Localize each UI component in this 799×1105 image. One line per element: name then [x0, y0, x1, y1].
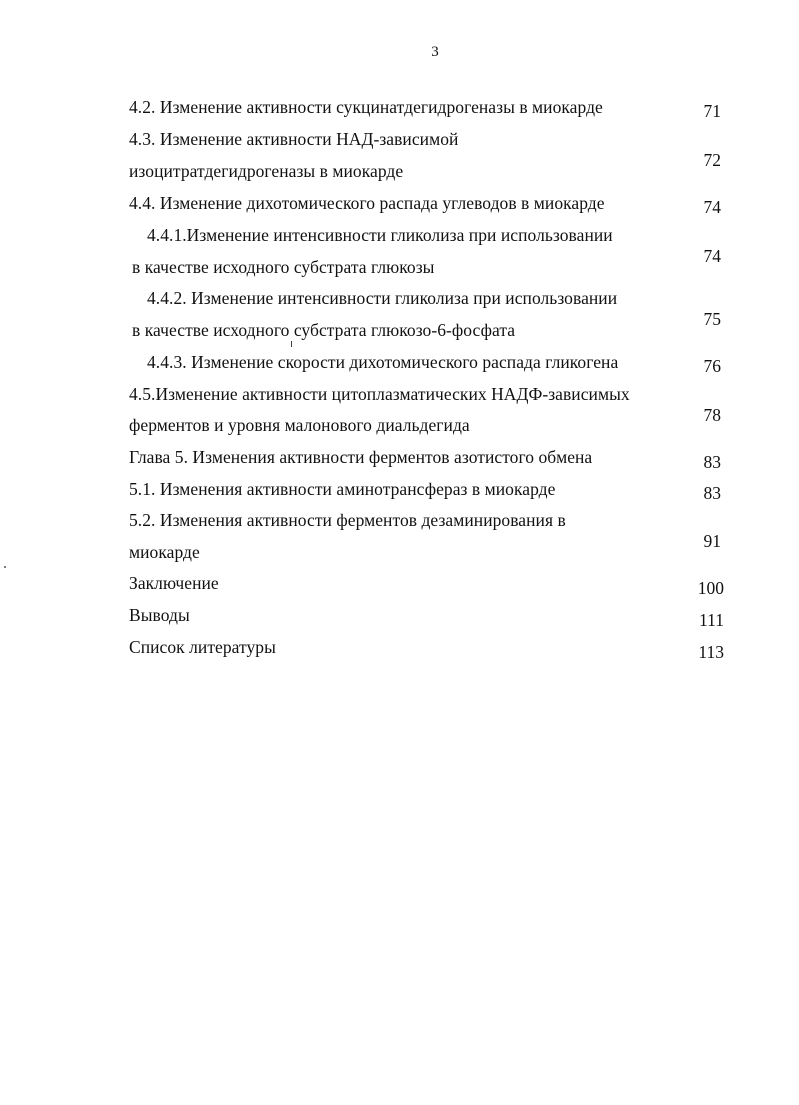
toc-entry-text: Выводы [129, 605, 190, 625]
toc-page-number: 72 [703, 150, 721, 170]
scan-artifact-speck [4, 566, 6, 568]
toc-page-number: 74 [703, 197, 721, 217]
toc-page-number: 75 [703, 309, 721, 329]
toc-page-number: 83 [703, 483, 721, 503]
toc-entry-text: Заключение [129, 573, 219, 593]
toc-page-number: 74 [703, 246, 721, 266]
toc-entry-text: 5.2. Изменения активности ферментов дезаминирования в [129, 510, 566, 530]
toc-entry-text: 4.2. Изменение активности сукцинатдегидрогеназы в миокарде [129, 97, 603, 117]
toc-entry-text: Глава 5. Изменения активности ферментов азотистого обмена [129, 447, 593, 467]
toc-page-number: 76 [703, 356, 721, 376]
toc-page-number: 71 [703, 101, 721, 121]
toc-entry-text-continued: ферментов и уровня малонового диальдегида [129, 415, 470, 435]
toc-page-number: 83 [703, 452, 721, 472]
toc-page-number: 91 [703, 531, 721, 551]
toc-entry-text: 4.4.3. Изменение скорости дихотомического распада гликогена [147, 352, 619, 372]
toc-entry-text: 4.4.2. Изменение интенсивности гликолиза при использовании [147, 288, 618, 308]
toc-page-number: 100 [697, 578, 724, 598]
toc-entry-text: 4.4. Изменение дихотомического распада углеводов в миокарде [129, 193, 605, 213]
toc-page-number: 111 [699, 610, 724, 630]
page-number: 3 [431, 44, 439, 60]
toc-entry-text-continued: в качестве исходного субстрата глюкозо-6-фосфата [132, 320, 516, 340]
toc-entry-text: 5.1. Изменения активности аминотрансфераз в миокарде [129, 479, 556, 499]
toc-page-number: 113 [698, 642, 724, 662]
toc-entry-text-continued: изоцитратдегидрогеназы в миокарде [129, 161, 404, 181]
toc-entry-text: 4.5.Изменение активности цитоплазматических НАДФ-зависимых [129, 384, 630, 404]
toc-entry-text: 4.4.1.Изменение интенсивности гликолиза при использовании [147, 225, 613, 245]
toc-entry-text: 4.3. Изменение активности НАД-зависимой [129, 129, 459, 149]
toc-page-number: 78 [703, 405, 721, 425]
toc-entry-text-continued: в качестве исходного субстрата глюкозы [132, 257, 435, 277]
scan-artifact-tick [291, 341, 292, 347]
toc-entry-text-continued: миокарде [129, 542, 200, 562]
toc-entry-text: Список литературы [129, 637, 276, 657]
